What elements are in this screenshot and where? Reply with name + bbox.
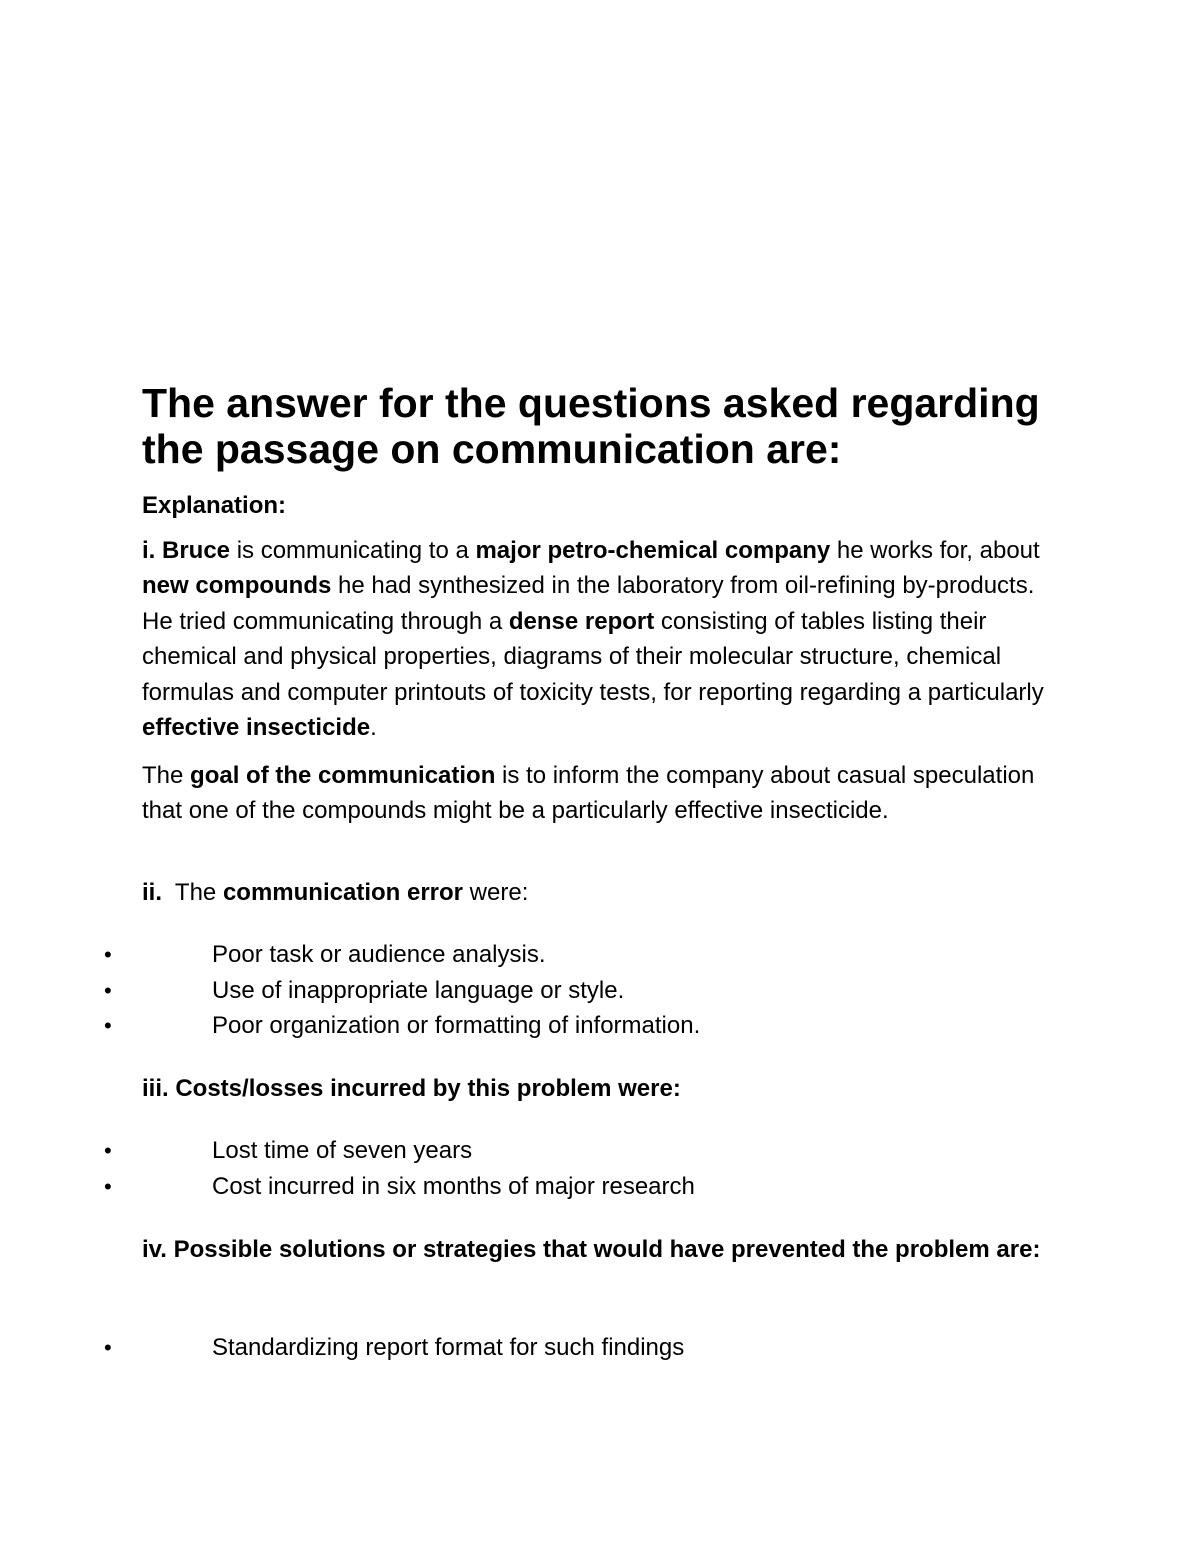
- part-i-text-3: he had synthesized in the laboratory from oil-refining by-products. He tried communicating through a: [142, 572, 1035, 635]
- goal-text-1: The: [142, 762, 191, 789]
- bullet-icon: •: [104, 1173, 112, 1199]
- part-i-compounds: new compounds: [142, 572, 332, 600]
- part-i-text-5: .: [370, 714, 377, 742]
- part-ii-error: communication error: [222, 879, 463, 906]
- part-i-paragraph: [142, 533, 1062, 745]
- bullet-icon: •: [104, 977, 112, 1003]
- part-ii-heading: [142, 875, 1062, 910]
- bullet-icon: •: [104, 1138, 112, 1163]
- part-i-dense-report: dense report: [508, 607, 655, 635]
- communication-errors-list: [0, 937, 1200, 1044]
- part-i-text-4: consisting of tables listing their chemical and physical properties, diagrams of their molecular structure, chemical formulas and computer printouts of toxicity tests, for reporting regarding a particularly: [142, 607, 1044, 706]
- part-iv-heading: iv. Possible solutions or strategies that would have prevented the problem are:: [142, 1236, 1041, 1263]
- part-ii-numeral: ii.: [142, 879, 163, 906]
- part-i-insecticide: effective insecticide: [142, 714, 371, 742]
- list-item: [0, 937, 1200, 973]
- list-item: [0, 1133, 1200, 1169]
- bullet-icon: •: [104, 1013, 112, 1038]
- list-item-text: Poor task or audience analysis.: [212, 941, 546, 968]
- list-item: [0, 973, 1200, 1009]
- part-ii-text-1: The: [162, 879, 223, 906]
- page-title: The answer for the questions asked regarding the passage on communication are:: [142, 380, 1040, 472]
- goal-emphasis: goal of the communication: [190, 762, 496, 789]
- list-item: [0, 1008, 1200, 1044]
- explanation-label: Explanation:: [142, 492, 287, 519]
- list-item-text: Poor organization or formatting of information.: [212, 1012, 701, 1039]
- list-item-text: Use of inappropriate language or style.: [212, 976, 625, 1004]
- list-item-text: Cost incurred in six months of major research: [212, 1172, 695, 1200]
- bullet-icon: •: [104, 1335, 112, 1360]
- list-item-text: Standardizing report format for such findings: [212, 1334, 685, 1361]
- part-iii-heading: iii. Costs/losses incurred by this problem were:: [142, 1075, 681, 1102]
- solutions-list: [0, 1330, 1200, 1366]
- part-i-company: major petro-chemical company: [475, 537, 831, 564]
- goal-text-2: is to inform the company about casual speculation that one of the compounds might be a particularly effective insecticide.: [142, 762, 1035, 825]
- list-item-text: Lost time of seven years: [212, 1137, 473, 1164]
- costs-list: [0, 1133, 1200, 1204]
- part-ii-text-2: were:: [463, 879, 529, 906]
- part-i-text-1: is communicating to a: [230, 537, 476, 564]
- part-i-lead: i. Bruce: [142, 537, 231, 564]
- bullet-icon: •: [104, 942, 112, 967]
- list-item: [0, 1169, 1200, 1205]
- part-i-text-2: he works for, about: [830, 537, 1040, 564]
- list-item: [0, 1330, 1200, 1366]
- goal-paragraph: [142, 758, 1062, 829]
